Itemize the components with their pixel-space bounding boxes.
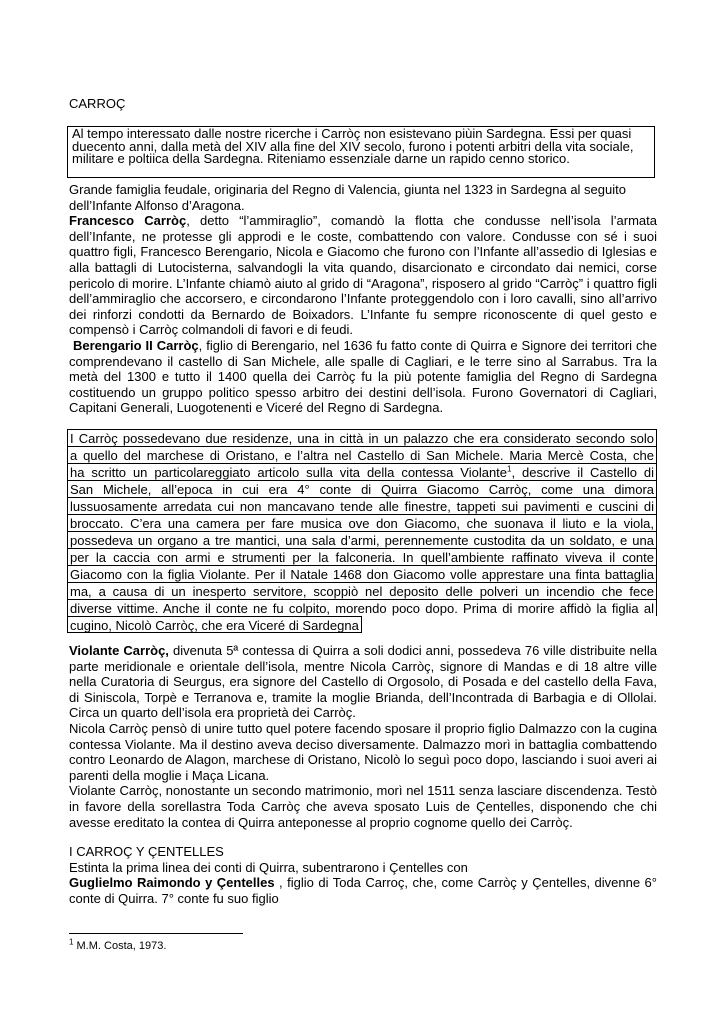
paragraph-origin: Grande famiglia feudale, originaria del Regno di Valencia, giunta nel 1323 in Sardegna al seguito dell’Infante Alfonso d’Aragona. — [69, 182, 626, 213]
guglielmo-name: Guglielmo Raimondo y Çentelles — [69, 875, 275, 891]
residences-line-text: ha scritto un particolareggiato articolo sulla vita della contessa Violante — [70, 465, 508, 480]
footnote-reference[interactable]: 1 — [507, 464, 512, 474]
body-text-upper — [69, 182, 657, 416]
residences-line: San Michele, all’epoca in cui era 4° conte di Quirra Giacomo Carròç, come una dimora — [67, 480, 657, 497]
francesco-text: , detto “l’ammiraglio”, comandò la flotta che condusse nell’isola l’armata dell’Infante, ne protesse gli approdi e le coste, combattendo con valore. Condusse con sé i suoi quattro figli, Francesco Berengario, Nicola e Giacomo che furono con l’Infante all’assedio di Iglesias e alla battagli di Lutocisterna, salvandogli la vita quando, disarcionato e circondato dai nemici, corse pericolo di morire. L’Infante chiamò aiuto al grido di “Aragona”, risposero al grido “Carròç” i quattro figli dell’ammiraglio che accorsero, e circondarono l’Infante proteggendolo con i loro cavalli, sino all’arrivo dei rinforzi condotti da Bernardo de Boixadors. L’Infante fu sempre riconoscente di quel gesto e compensò i Carròç colmandoli di favori e di feudi. — [69, 213, 657, 338]
residences-line-tail: , descrive il Castello di — [511, 465, 654, 480]
residences-line: Giacomo con la figlia Violante. Per il Natale 1468 don Giacomo volle apprestare una finta battaglia — [67, 565, 657, 582]
guglielmo-text: , figlio di Toda Carroç, che, come Carròç y Çentelles, divenne 6° conte di Quirra. 7° conte fu suo figlio — [69, 875, 657, 906]
residences-line: lussuosamente arredata cui non mancavano tende alle finestre, tappeti sui pavimenti e cuscini di — [67, 497, 657, 514]
residences-line: I Carròç possedevano due residenze, una in città in un palazzo che era considerato secondo solo — [67, 429, 657, 446]
residences-line: cugino, Nicolò Carròç, che era Viceré di Sardegna — [67, 616, 362, 633]
footnote-text: M.M. Costa, 1973. — [73, 940, 167, 952]
footnote — [69, 937, 167, 952]
paragraph-violante-death: Violante Carròç, nonostante un secondo matrimonio, morì nel 1511 senza lasciare discendenza. Testò in favore della sorellastra Toda Carròç che aveva sposato Luis de Çentelles, disponendo che chi avesse ereditato la contea di Quirra anteponesse al proprio cognome quello dei Carròç. — [69, 783, 657, 830]
berengario-name: Berengario II Carròç — [72, 337, 199, 353]
intro-box: Al tempo interessato dalle nostre ricerche i Carròç non esistevano piùin Sardegna. Essi per quasi duecento anni, dalla metà del XIV alla fine del XIV secolo, furono i potenti arbitri della vita sociale, militare e poltiica della Sardegna. Riteniamo essenziale darne un rapido cenno storico. — [67, 126, 655, 178]
paragraph-nicola: Nicola Carròç pensò di unire tutto quel potere facendo sposare il proprio figlio Dalmazzo con la cugina contessa Violante. Ma il destino aveva deciso diversamente. Dalmazzo morì in battaglia combattendo contro Leonardo de Alagon, marchese di Oristano, Nicolò lo seguì poco dopo, lasciando i suoi averi ai parenti della moglie i Maça Licana. — [69, 720, 657, 783]
residences-line: broccato. C’era una camera per fare musica ove don Giacomo, che suonava il liuto e la viola, — [67, 514, 657, 531]
residences-line — [67, 463, 657, 480]
francesco-name: Francesco Carròç — [69, 213, 187, 229]
residences-line: possedeva un organo a tre mantici, una sala d’armi, perennemente custodita da un soldato, e una — [67, 531, 657, 548]
section-title: I CARROÇ Y ÇENTELLES — [69, 844, 224, 859]
section-centelles — [69, 844, 657, 906]
paragraph-guglielmo — [69, 875, 657, 906]
page-title: CARROÇ — [69, 96, 126, 111]
residences-box — [67, 429, 657, 634]
footnote-mark: 1 — [69, 937, 74, 947]
residences-line: a quello del marchese di Oristano, e l’altra nel Castello di San Michele. Maria Mercè Costa, che — [67, 446, 657, 463]
violante-name: Violante Carròç, — [69, 643, 169, 658]
footnote-divider — [69, 933, 243, 934]
residences-line: diverse vittime. Anche il conte ne fu colpito, morendo poco dopo. Prima di morire affidò la figlia al — [67, 599, 657, 616]
paragraph-francesco — [69, 213, 657, 338]
paragraph-berengario — [69, 338, 657, 416]
paragraph-violante — [69, 643, 657, 721]
residences-line: ma, a causa di un inesperto servitore, scoppiò nel deposito delle polveri un incendio che fece — [67, 582, 657, 599]
violante-text: divenuta 5ª contessa di Quirra a soli dodici anni, possedeva 76 ville distribuite nella parte meridionale e orientale dell’isola, mentre Nicola Carròç, signore di Mandas e di 18 altre ville nella Curatoria di Seurgus, era signore del Castello di Orgosolo, di Posada e del castello della Fava, di Siniscola, Torpè e Terranova e, tramite la moglie Brianda, dell’Incontrada di Barbagia e di Ollolai. Circa un quarto dell’isola era proprietà dei Carròç. — [69, 643, 657, 721]
residences-line: per la caccia con armi e strumenti per la falconeria. In quell’ambiente raffinato viveva il conte — [67, 548, 657, 565]
section-intro: Estinta la prima linea dei conti di Quirra, subentrarono i Çentelles con — [69, 859, 468, 875]
berengario-text: , figlio di Berengario, nel 1636 fu fatto conte di Quirra e Signore dei territori che comprendevano il castello di San Michele, alle spalle di Cagliari, e le terre sino al Sarrabus. Tra la metà del 1300 e tutto il 1400 quella dei Carròç fu la più potente famiglia del Regno di Sardegna costituendo un gruppo politico spesso arbitro dei destini dell’isola. Furono Governatori di Cagliari, Capitani Generali, Luogotenenti e Viceré del Regno di Sardegna. — [69, 337, 657, 416]
body-text-lower — [69, 643, 657, 830]
